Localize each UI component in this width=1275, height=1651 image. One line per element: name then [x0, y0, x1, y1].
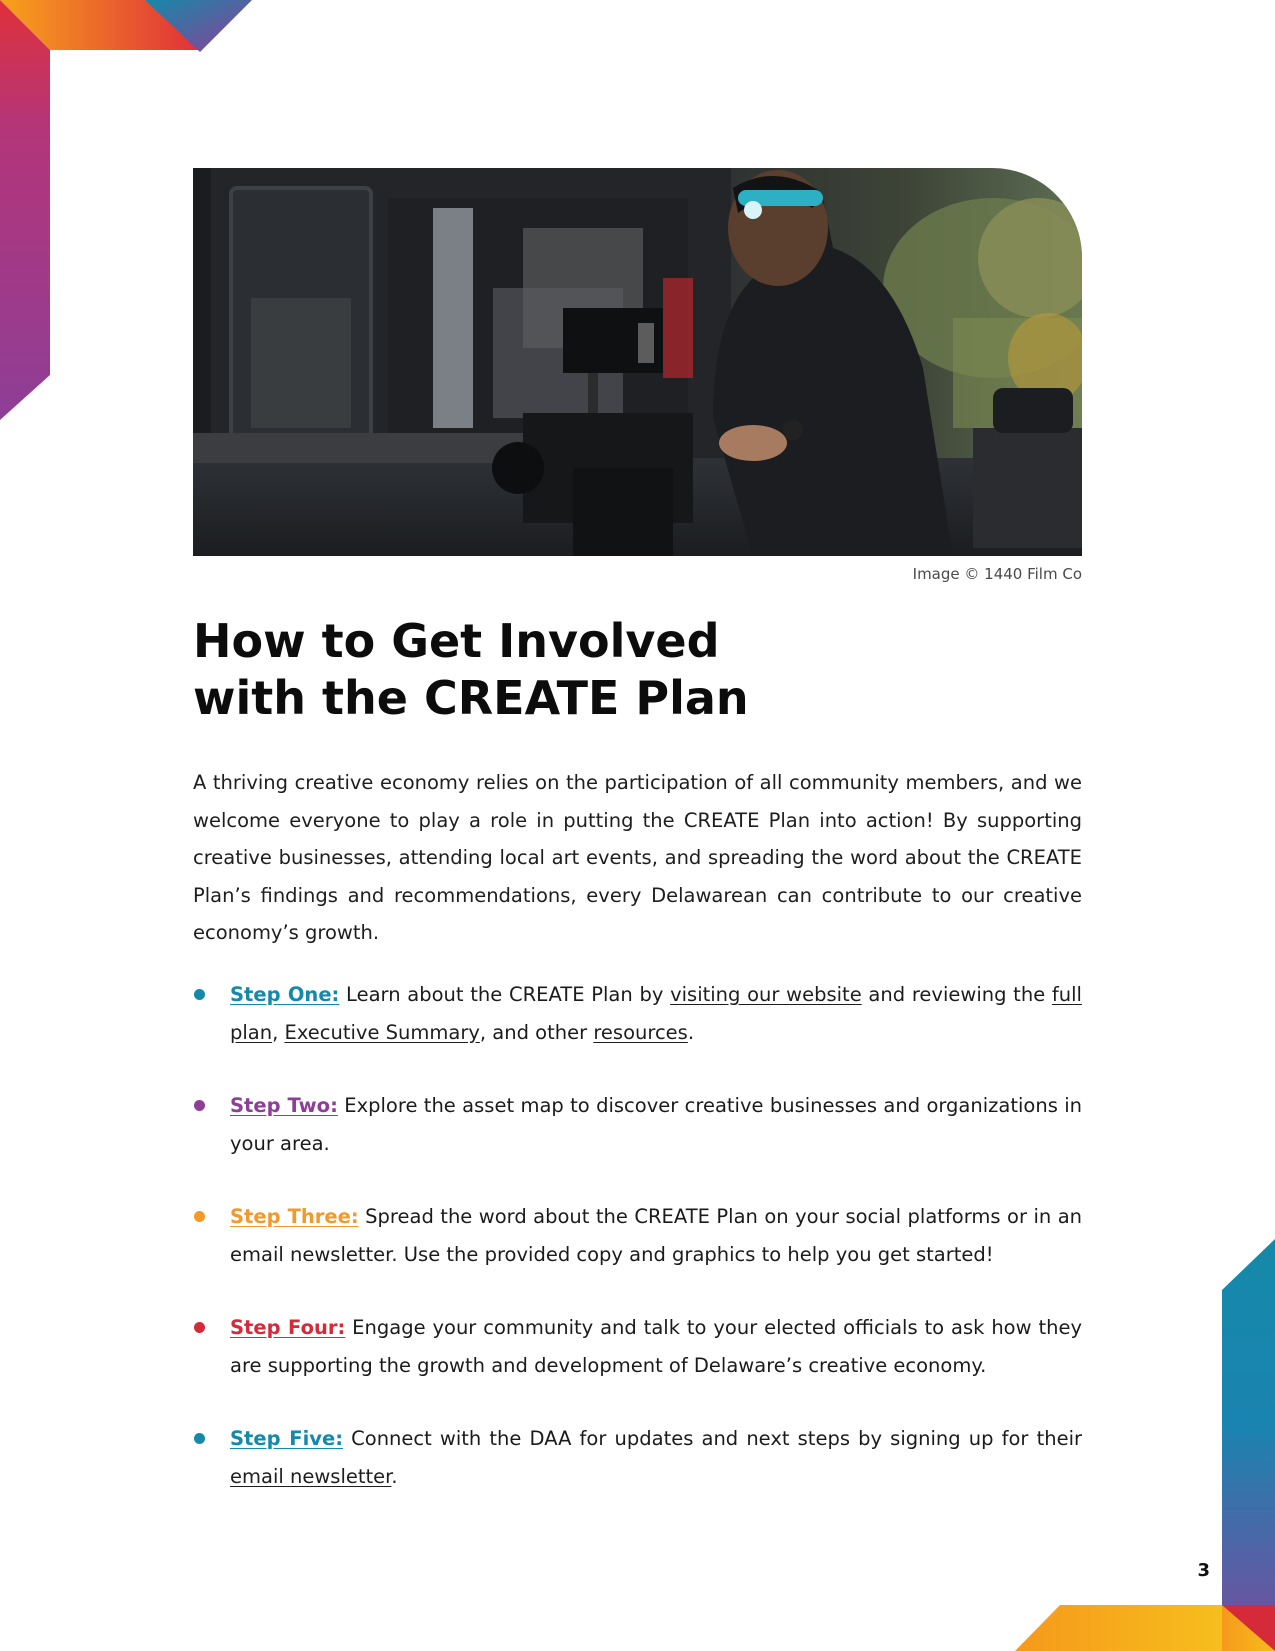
step-three-text: Spread the word about the CREATE Plan on your social platforms or in an email newsletter. Use the provided copy and graphics to help you get started! [230, 1205, 1083, 1266]
bullet-icon [194, 1322, 205, 1333]
bullet-icon [194, 1433, 205, 1444]
step-five-text-2: . [391, 1464, 398, 1488]
step-four-text: Engage your community and talk to your elected officials to ask how they are supporting the growth and development of Delaware’s creative economy. [230, 1316, 1083, 1377]
step-one-text-5: . [687, 1020, 695, 1044]
page-number: 3 [1197, 1560, 1210, 1581]
step-two-link[interactable]: Step Two: [230, 1094, 338, 1117]
website-link[interactable]: visiting our website [670, 983, 862, 1006]
step-one-text-1: Learn about the CREATE Plan by [339, 983, 671, 1006]
step-one-text-4: , and other [479, 1020, 594, 1044]
step-one-text-2: and reviewing the [861, 983, 1052, 1006]
step-three-link[interactable]: Step Three: [230, 1205, 359, 1228]
step-five-text-1: Connect with the DAA for updates and next steps by signing up for their [343, 1427, 1083, 1450]
step-two-text: Explore the asset map to discover creative businesses and organizations in your area. [230, 1094, 1082, 1155]
resources-link[interactable]: resources [593, 1020, 688, 1044]
intro-paragraph: A thriving creative economy relies on the participation of all community members, and we welcome everyone to play a role in putting the CREATE Plan into action! By supporting creative businesses, attending local art events, and spreading the word about the CREATE Plan’s findings and recommendations, every Delawarean can contribute to our creative economy’s growth. [193, 771, 1082, 944]
executive-summary-link[interactable]: Executive Summary [284, 1020, 480, 1044]
step-one [193, 976, 1082, 1051]
hero-photo [193, 168, 1082, 556]
bullet-icon [194, 1100, 205, 1111]
step-two [193, 1087, 1082, 1162]
filmmaker-photo-illustration [193, 168, 1082, 556]
step-three [193, 1198, 1082, 1273]
photo-credit: Image © 1440 Film Co [912, 565, 1082, 583]
step-one-text-3: , [272, 1020, 285, 1044]
full-plan-link[interactable]: full plan [230, 983, 1082, 1044]
step-four [193, 1309, 1082, 1384]
page-title-line-2: with the CREATE Plan [193, 671, 749, 725]
steps-list [193, 976, 1082, 1495]
step-four-link[interactable]: Step Four: [230, 1316, 346, 1339]
step-five [193, 1420, 1082, 1495]
bullet-icon [194, 989, 205, 1000]
page-title-line-1: How to Get Involved [193, 614, 720, 668]
bullet-icon [194, 1211, 205, 1222]
step-five-link[interactable]: Step Five: [230, 1427, 344, 1450]
email-newsletter-link[interactable]: email newsletter [230, 1464, 392, 1488]
page-title [193, 613, 1082, 727]
step-one-link[interactable]: Step One: [230, 983, 340, 1006]
